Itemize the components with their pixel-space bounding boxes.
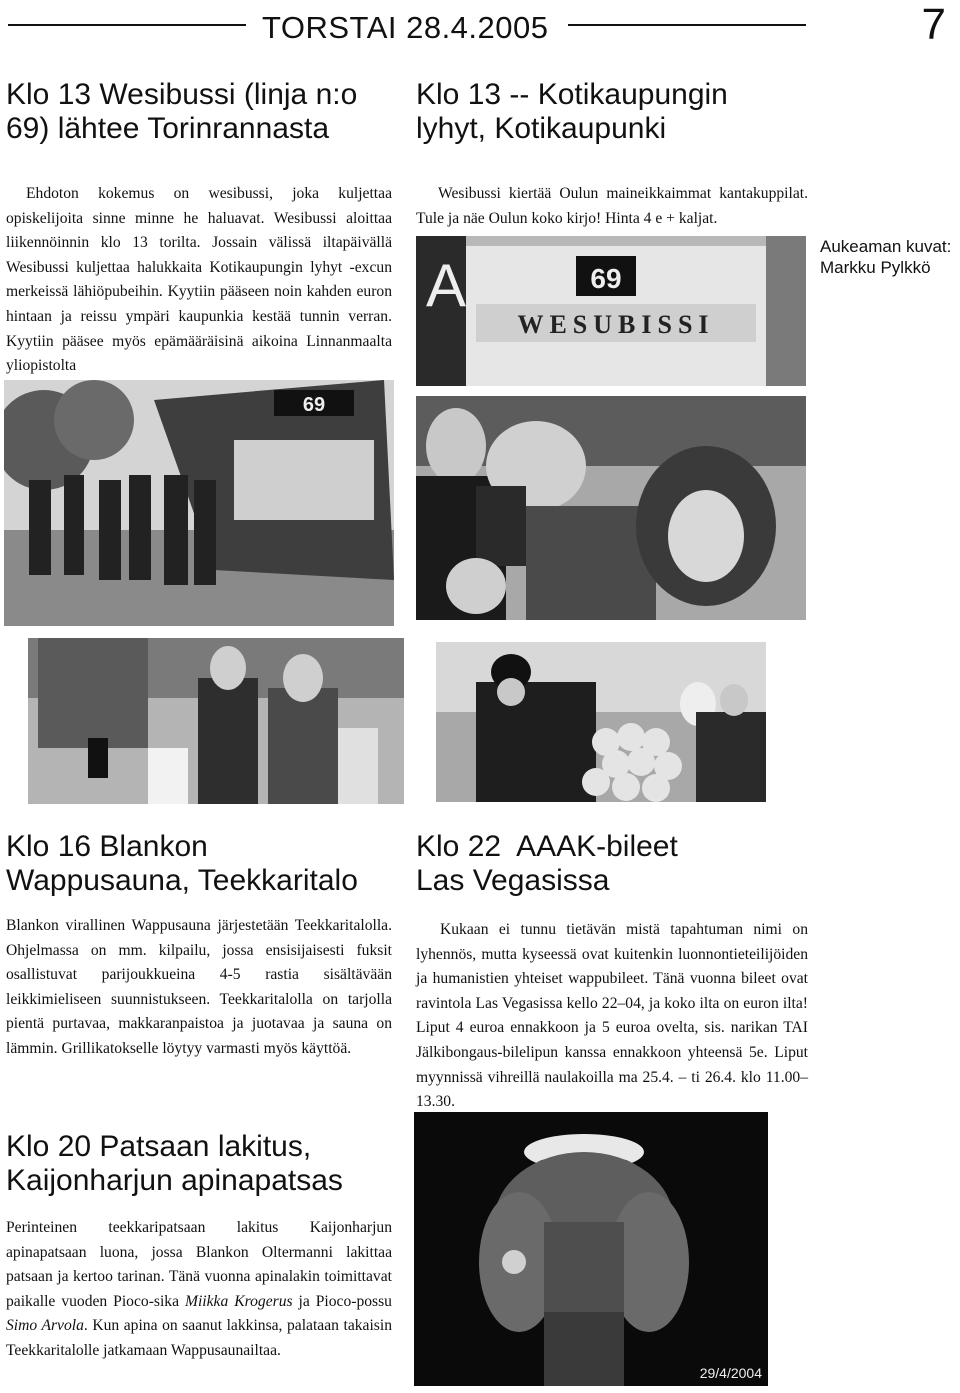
bus-sign-text: WESUBISSI	[517, 310, 715, 339]
statue-image	[414, 1112, 768, 1386]
photo-balloons	[436, 642, 766, 802]
page-number: 7	[921, 0, 946, 49]
photo-statue	[414, 1112, 768, 1386]
photo-credit	[820, 236, 960, 278]
photo-bus-sign	[416, 236, 806, 386]
section-kotikaupunki	[416, 78, 808, 231]
heading-line: Klo 20 Patsaan lakitus,	[6, 1130, 312, 1163]
body-wesibussi: Ehdoton kokemus on wesibussi, joka kuljettaa opiskelijoita sinne minne he haluavat. Wesibussi aloittaa liikennöinnin klo 13 torilta. Jossain välissä iltapäivällä Wesibussi kuljettaa halukkaita Kotikaupungin lyhyt -excun merkeissä lähiöpubeihin. Kyytiin pääseen noin kahden euron hintaan ja reissu ympäri kaupunkia kestää tunnin verran. Kyytiin pääsee myös epämääräisinä aikoina Linnanmaalta yliopistolta	[6, 185, 392, 375]
heading-line: Las Vegasissa	[416, 864, 610, 897]
section-aaak	[416, 830, 808, 1115]
header-rule-right	[568, 24, 806, 26]
svg-text:A: A	[426, 252, 467, 319]
heading-patsas	[6, 1130, 392, 1198]
person-name: Simo Arvola	[6, 1317, 84, 1335]
credit-line: Markku Pylkkö	[820, 258, 931, 277]
photo-party-people	[416, 396, 806, 620]
heading-line: 69) lähtee Torinrannasta	[6, 112, 329, 145]
header-rule-left	[8, 24, 246, 26]
heading-line: Kaijonharjun apinapatsas	[6, 1164, 343, 1197]
body-aaak: Kukaan ei tunnu tietävän mistä tapahtuman nimi on lyhennös, mutta kyseessä ovat kuitenkin luonnontieteilijöiden ja humanistien yhteiset wappubileet. Tänä vuonna bileet ovat ravintola Las Vegasissa kello 22–04, ja koko ilta on euron ilta! Liput 4 euroa ennakkoon ja 5 euroa ovelta, sis. narikan TAI Jälkibongaus-bilelipun kanssa ennakkoon yhteensä 5e. Liput myynnissä vihreillä naulakoilla ma 25.4. – ti 26.4. klo 11.00–13.30.	[416, 921, 808, 1111]
heading-line: Wappusauna, Teekkaritalo	[6, 864, 358, 897]
heading-line: Klo 13 -- Kotikaupungin	[416, 78, 728, 111]
body-text: ja Pioco-possu	[292, 1292, 392, 1310]
bus-sign-image	[416, 236, 806, 386]
heading-line: lyhyt, Kotikaupunki	[416, 112, 667, 145]
statue-timestamp: 29/4/2004	[699, 1365, 762, 1381]
teekkaritalo-image	[28, 638, 404, 804]
heading-line: Klo 16 Blankon	[6, 830, 208, 863]
body-wappusauna: Blankon virallinen Wappusauna järjestetään Teekkaritalolla. Ohjelmassa on mm. kilpailu, jossa ensisijaisesti fuksit osallistuvat parijoukkueina 4-5 rastia sisältävään leikkimieliseen suunnistukseen. Teekkaritalolla on tarjolla pientä purtavaa, makkaranpaistoa ja juotavaa ja sauna on lämmin. Grillikatokselle löytyy varmasti myös käyttöä.	[6, 917, 392, 1057]
section-patsas	[6, 1130, 392, 1364]
heading-wesibussi	[6, 78, 392, 146]
heading-wappusauna	[6, 830, 392, 898]
credit-line: Aukeaman kuvat:	[820, 237, 952, 256]
bus-side-number: 69	[302, 394, 326, 416]
body-text: . Kun apina on saanut lakkinsa, palataan takaisin Teekkaritalolle jatkamaan Wappusaunailtaa.	[6, 1317, 392, 1359]
section-wesibussi	[6, 78, 392, 379]
issue-date: TORSTAI 28.4.2005	[262, 10, 549, 45]
heading-aaak	[416, 830, 808, 898]
body-text: Perinteinen teekkaripatsaan lakitus Kaijonharjun apinapatsaan luona, jossa Blankon Oltermanni lakittaa patsaan ja kertoo tarinan. Tänä vuonna apinalakin toimittavat paikalle vuoden Pioco-sika	[6, 1219, 392, 1310]
heading-line: Klo 22 AAAK-bileet	[416, 830, 678, 863]
balloons-image	[436, 642, 766, 802]
party-people-image	[416, 396, 806, 620]
body-kotikaupunki: Wesibussi kiertää Oulun maineikkaimmat kantakuppilat. Tule ja näe Oulun koko kirjo! Hinta 4 e + kaljat.	[416, 185, 808, 227]
bus-stop-image	[4, 380, 394, 626]
bus-sign-number: 69	[590, 263, 622, 294]
section-wappusauna	[6, 830, 392, 1062]
person-name: Miikka Krogerus	[184, 1292, 293, 1310]
heading-kotikaupunki	[416, 78, 808, 146]
photo-bus-stop	[4, 380, 394, 626]
body-patsas	[6, 1216, 392, 1364]
photo-teekkaritalo	[28, 638, 404, 804]
heading-line: Klo 13 Wesibussi (linja n:o	[6, 78, 358, 111]
